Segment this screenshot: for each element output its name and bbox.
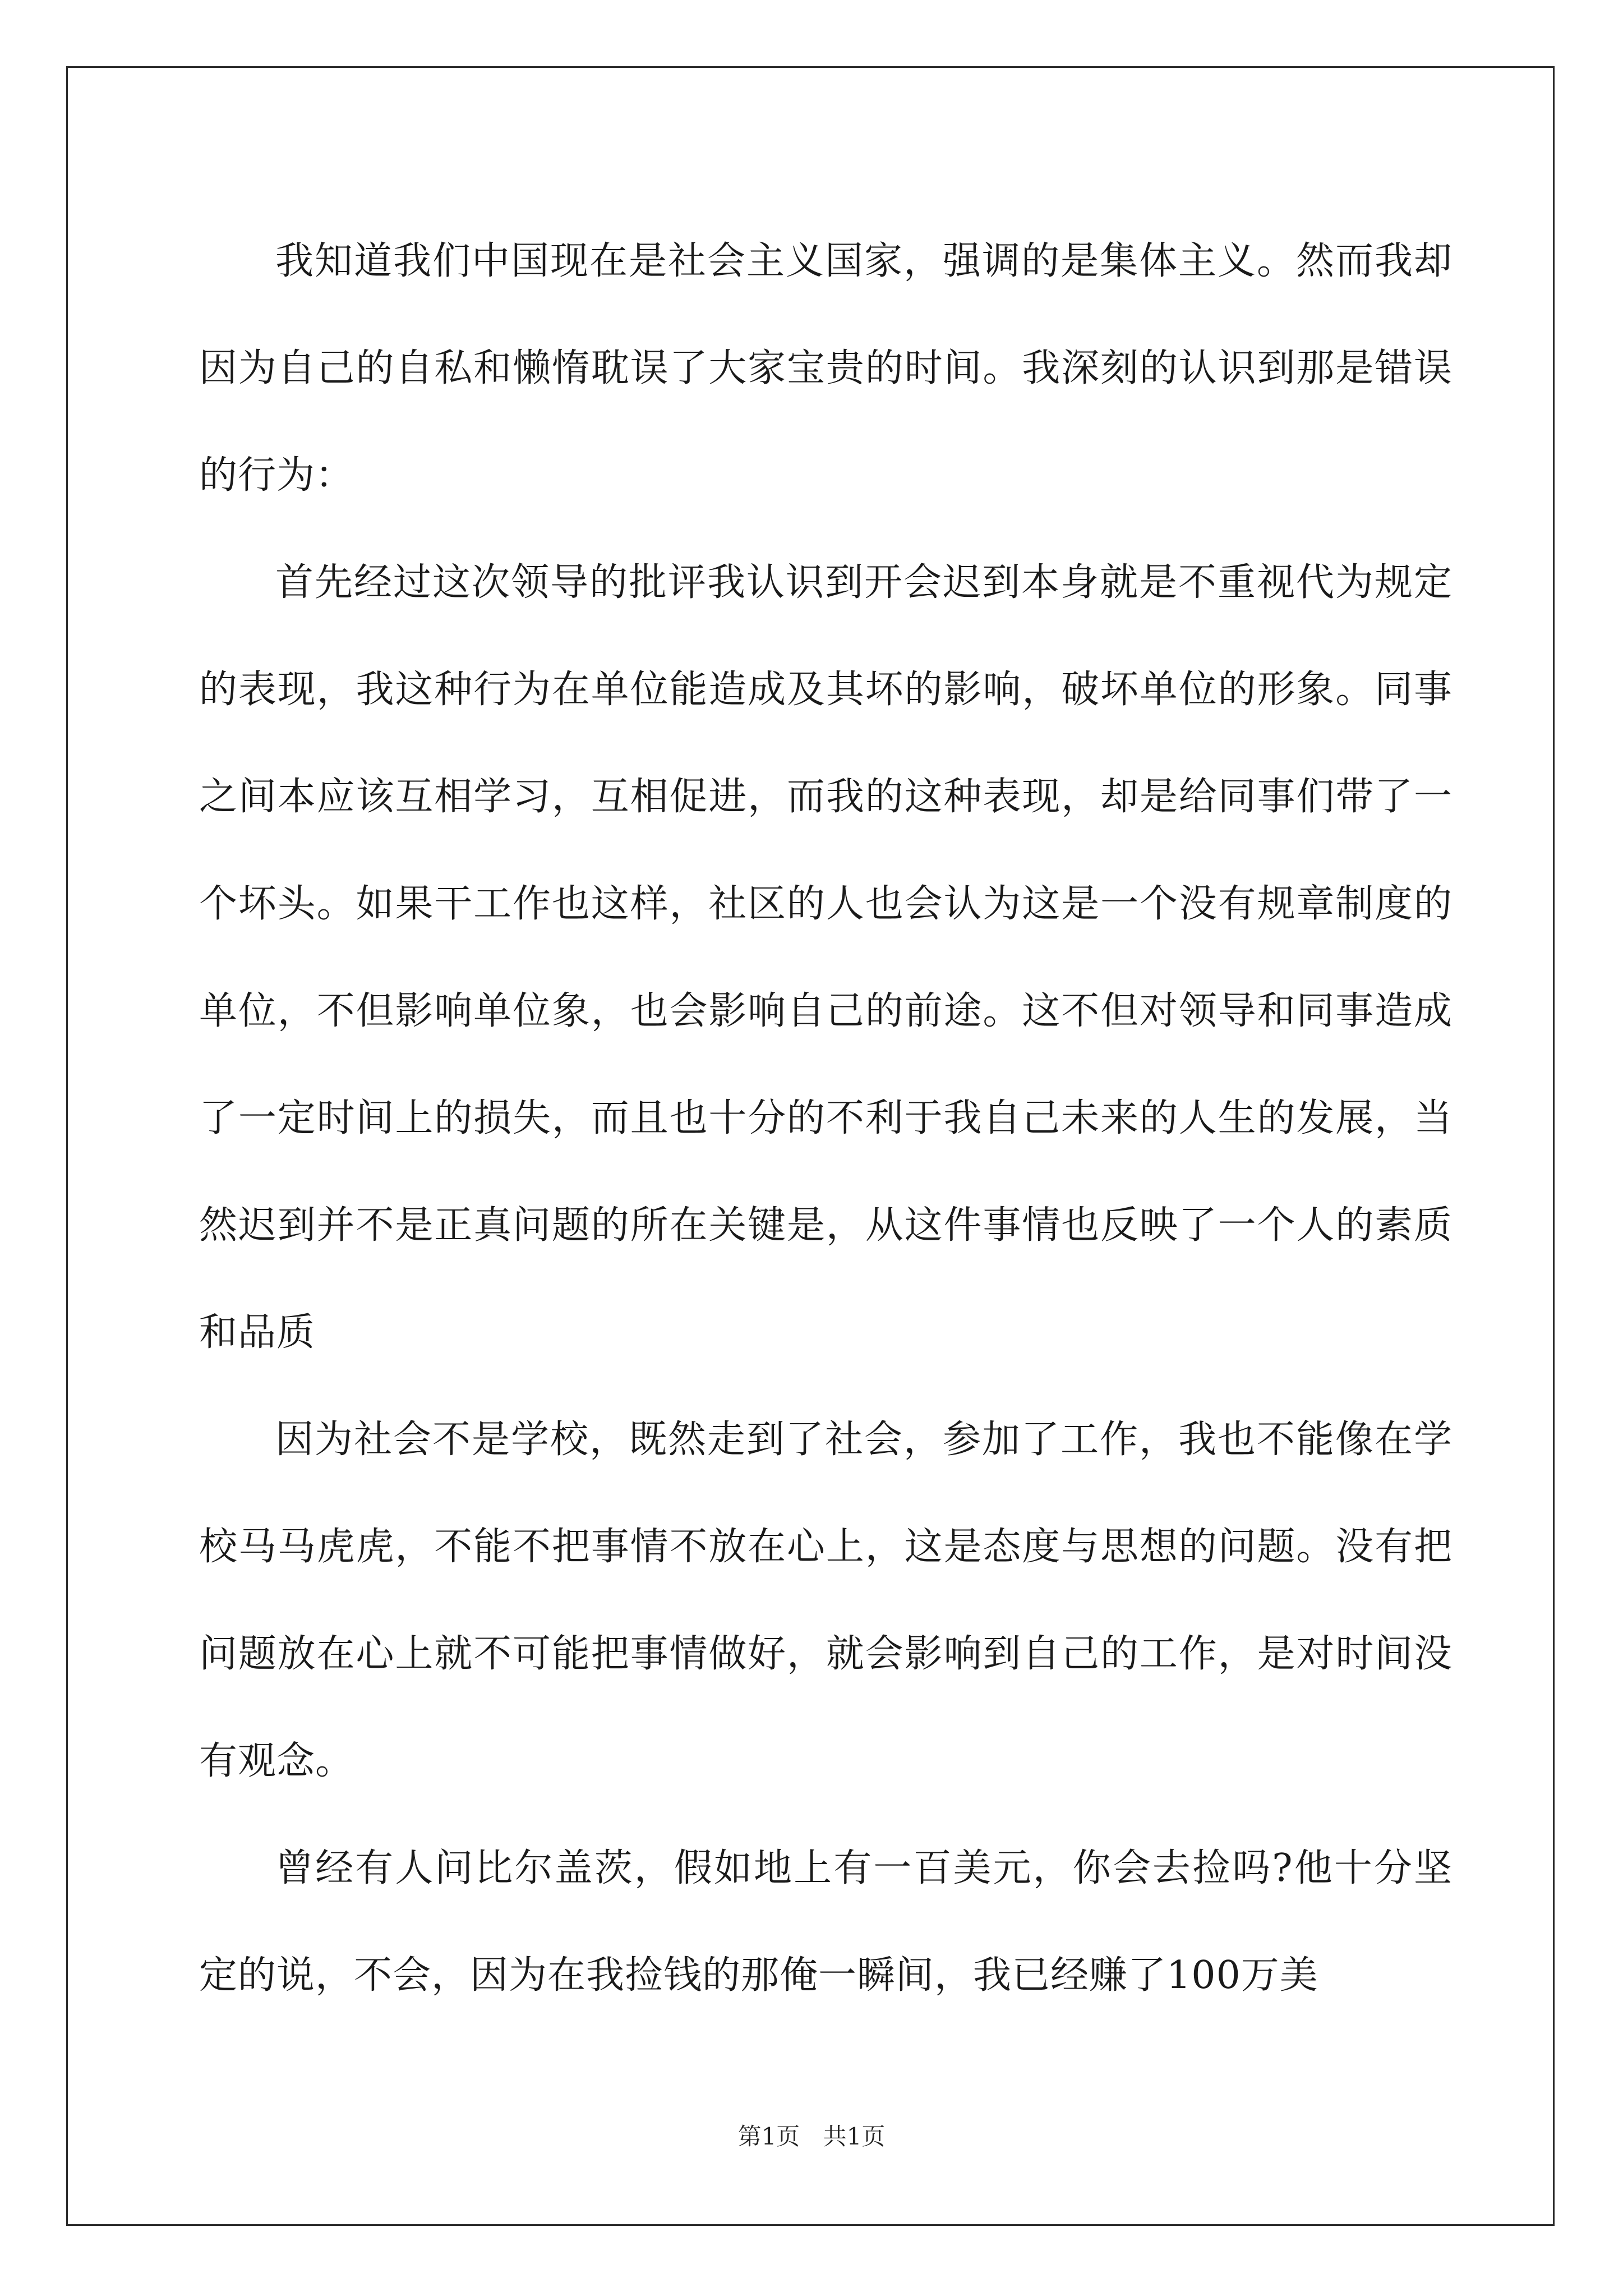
paragraph-3: 因为社会不是学校，既然走到了社会，参加了工作，我也不能像在学校马马虎虎，不能不把事情不放在心上，这是态度与思想的问题。没有把问题放在心上就不可能把事情做好，就会影响到自己的工作，是对时间没有观念。 [199, 1418, 1453, 1783]
page-total: 共1页 [823, 2123, 886, 2150]
paragraph-2: 首先经过这次领导的批评我认识到开会迟到本身就是不重视代为规定的表现，我这种行为在单位能造成及其坏的影响，破坏单位的形象。同事之间本应该互相学习，互相促进，而我的这种表现，却是给同事们带了一个坏头。如果干工作也这样，社区的人也会认为这是一个没有规章制度的单位，不但影响单位象，也会影响自己的前途。这不但对领导和同事造成了一定时间上的损失，而且也十分的不利于我自己未来的人生的发展，当然迟到并不是正真问题的所在关键是，从这件事情也反映了一个人的素质和品质 [199, 560, 1453, 1355]
page-number: 第1页 [737, 2123, 800, 2150]
paragraph-4: 曾经有人问比尔盖茨，假如地上有一百美元，你会去捡吗?他十分坚定的说，不会，因为在我捡钱的那俺一瞬间，我已经赚了100万美 [199, 1846, 1453, 1998]
paragraph-1: 我知道我们中国现在是社会主义国家，强调的是集体主义。然而我却因为自己的自私和懒惰耽误了大家宝贵的时间。我深刻的认识到那是错误的行为： [199, 239, 1453, 498]
document-body [199, 208, 1453, 2029]
page-footer [0, 2120, 1623, 2154]
